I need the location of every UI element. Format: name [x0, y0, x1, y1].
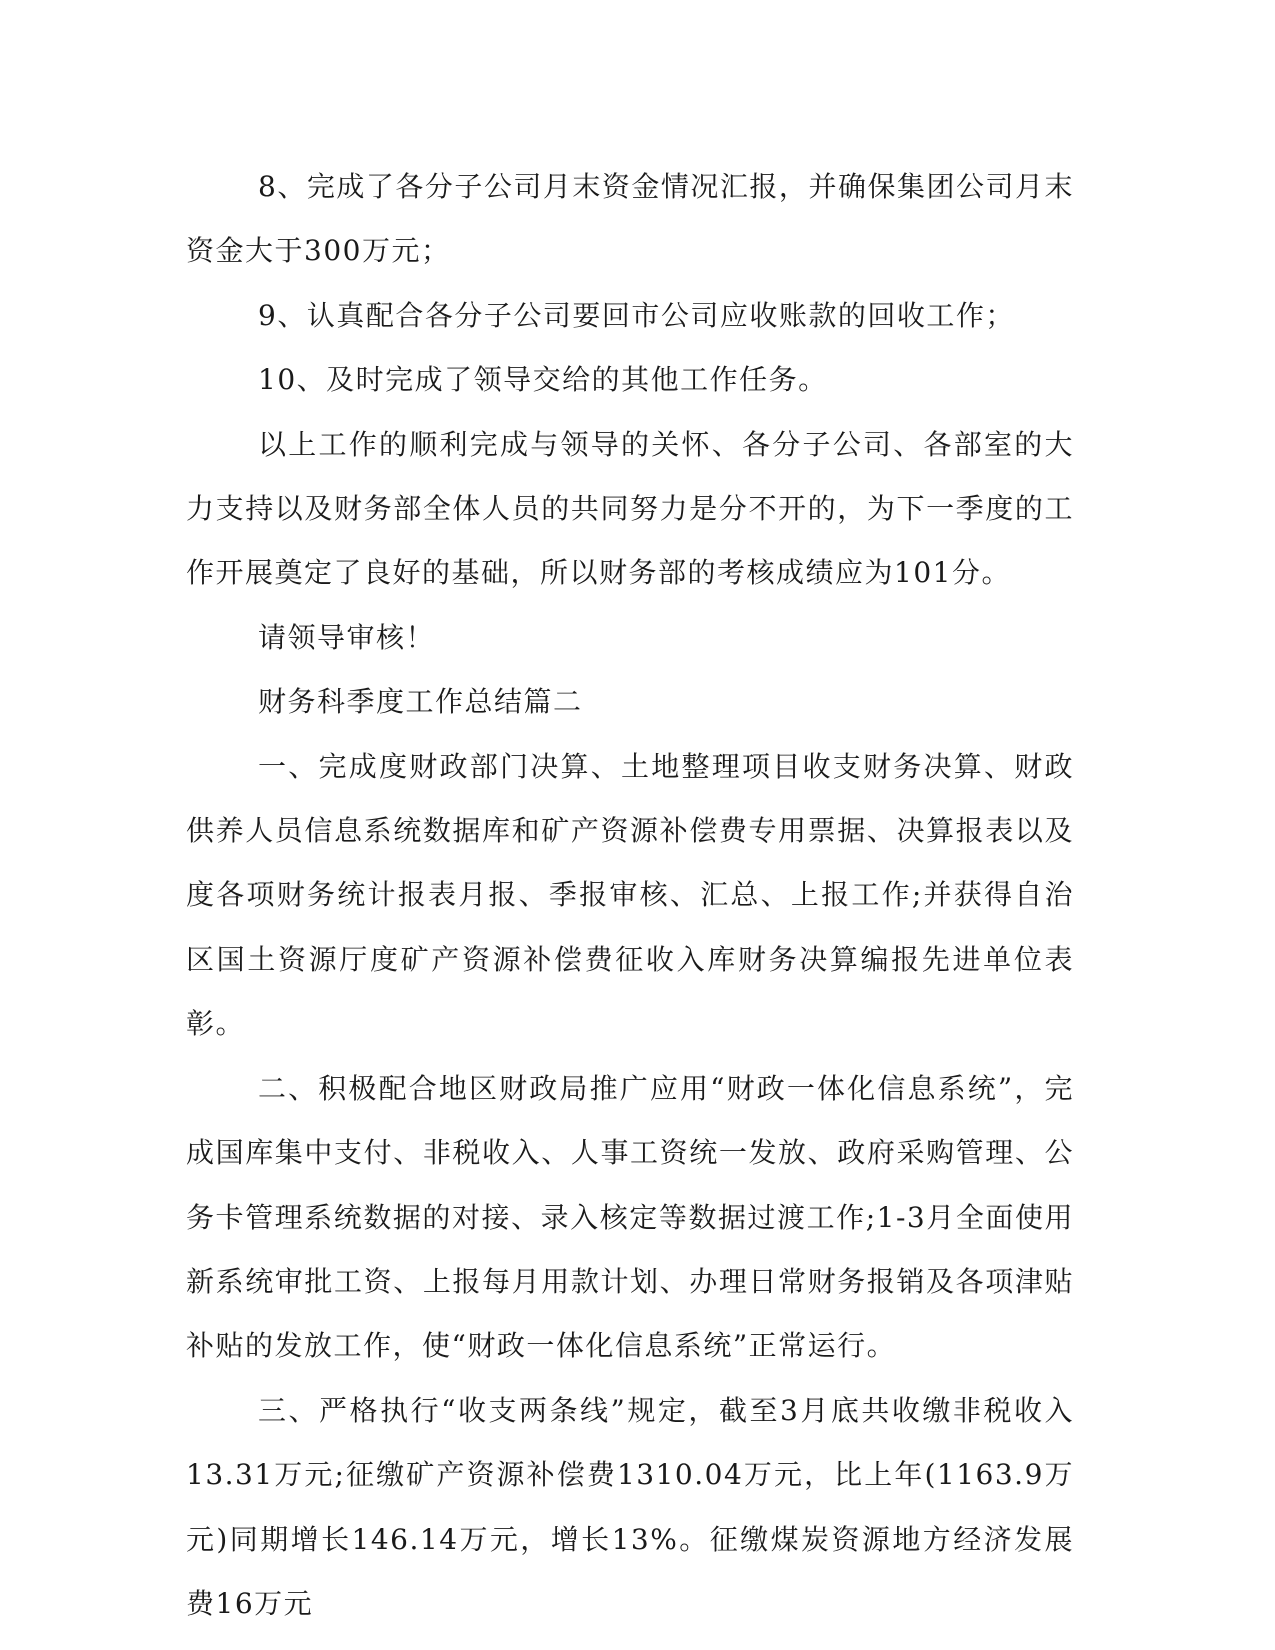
paragraph-section-three: 三、严格执行“收支两条线”规定，截至3月底共收缴非税收入13.31万元;征缴矿产资源补偿费1310.04万元，比上年(1163.9万元)同期增长146.14万元，增长13%。征缴煤炭资源地方经济发展费16万元	[186, 1393, 1074, 1620]
section-heading: 财务科季度工作总结篇二	[258, 685, 583, 719]
paragraph-section-two: 二、积极配合地区财政局推广应用“财政一体化信息系统”，完成国库集中支付、非税收入、人事工资统一发放、政府采购管理、公务卡管理系统数据的对接、录入核定等数据过渡工作;1-3月全面使用新系统审批工资、上报每月用款计划、办理日常财务报销及各项津贴补贴的发放工作，使“财政一体化信息系统”正常运行。	[186, 1071, 1074, 1363]
paragraph-request-review: 请领导审核！	[258, 620, 436, 654]
paragraph-item-10: 10、及时完成了领导交给的其他工作任务。	[258, 363, 828, 397]
paragraph-item-9: 9、认真配合各分子公司要回市公司应收账款的回收工作；	[258, 298, 1015, 332]
document-body	[186, 155, 1074, 1636]
paragraph-section-one: 一、完成度财政部门决算、土地整理项目收支财务决算、财政供养人员信息系统数据库和矿产资源补偿费专用票据、决算报表以及度各项财务统计报表月报、季报审核、汇总、上报工作;并获得自治区国土资源厅度矿产资源补偿费征收入库财务决算编报先进单位表彰。	[186, 749, 1074, 1041]
paragraph-conclusion: 以上工作的顺利完成与领导的关怀、各分子公司、各部室的大力支持以及财务部全体人员的共同努力是分不开的，为下一季度的工作开展奠定了良好的基础，所以财务部的考核成绩应为101分。	[186, 427, 1074, 590]
paragraph-item-8: 8、完成了各分子公司月末资金情况汇报，并确保集团公司月末资金大于300万元；	[186, 170, 1074, 268]
